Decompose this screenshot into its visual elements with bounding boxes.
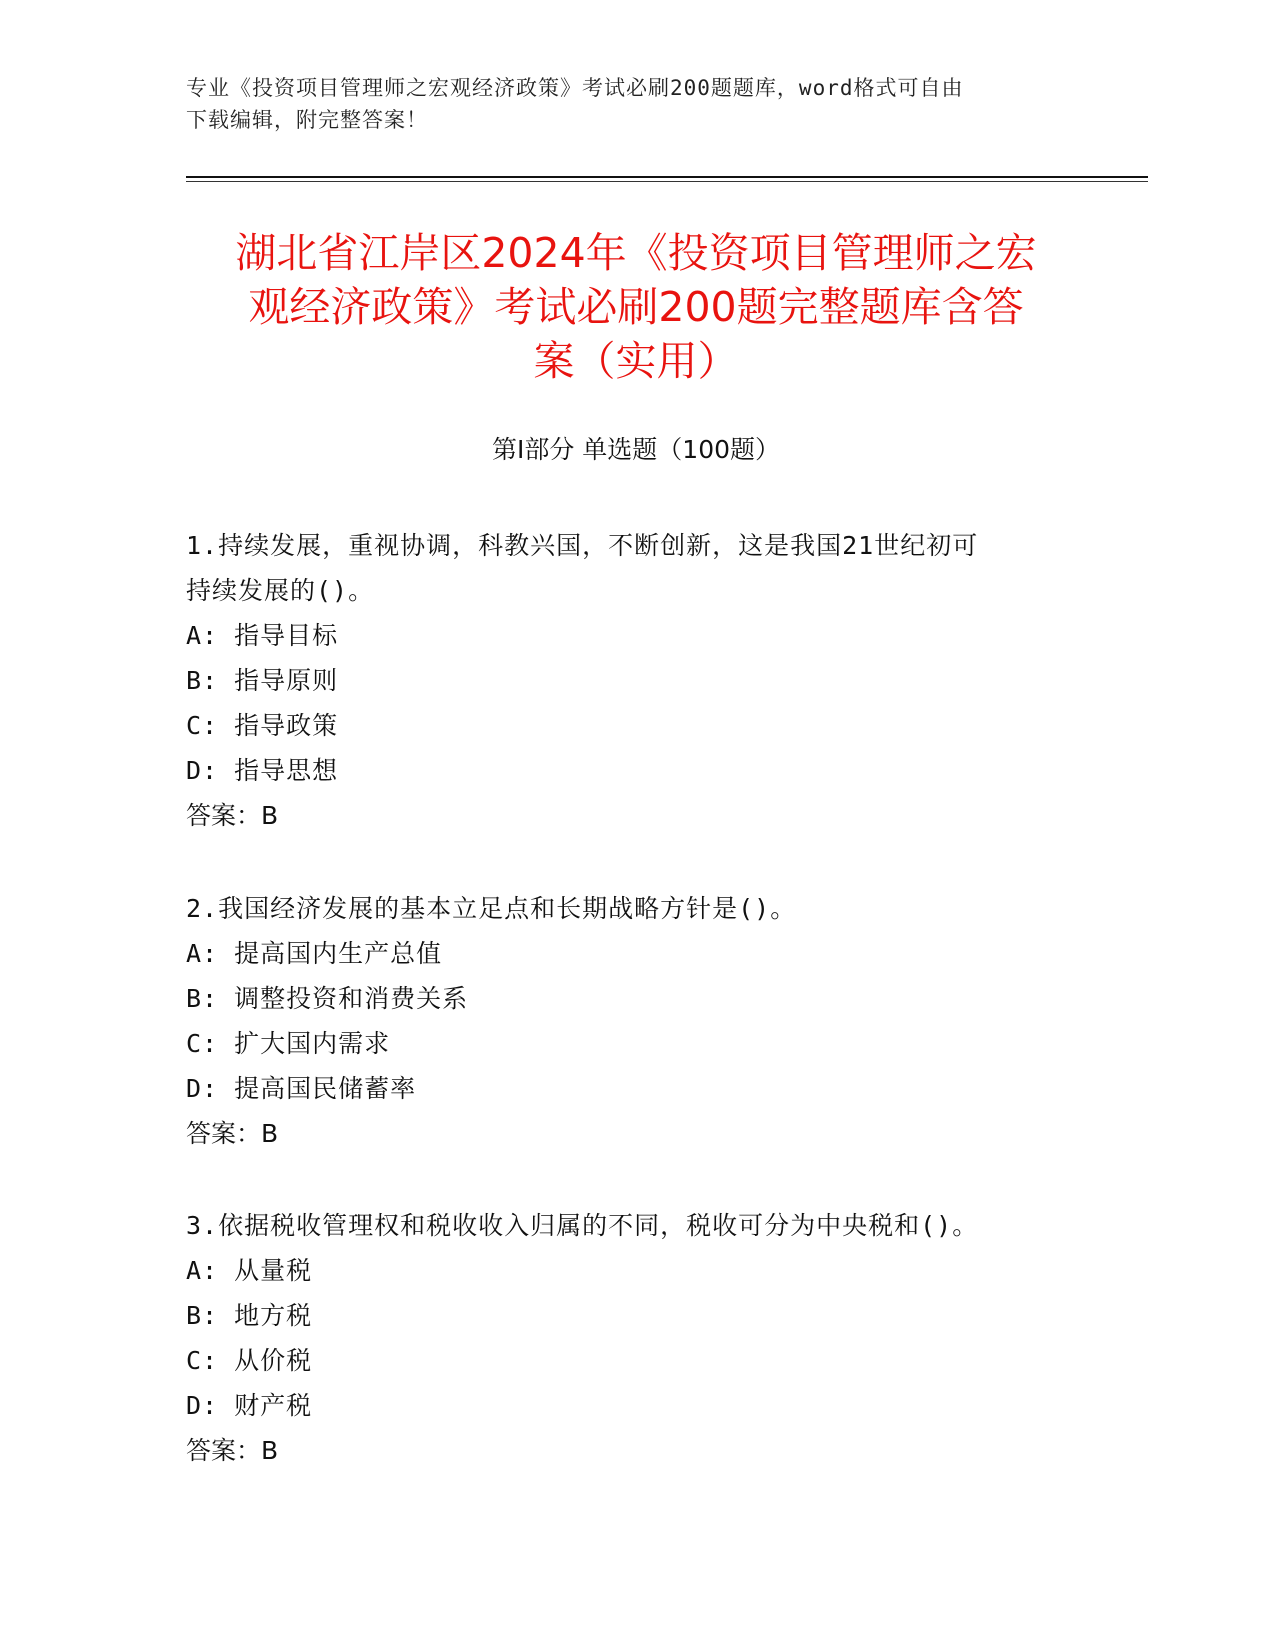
option-c: C: 从价税 <box>186 1346 313 1375</box>
title-line-2: 观经济政策》考试必刷200题完整题库含答 <box>248 283 1024 331</box>
answer: 答案：B <box>186 1119 279 1148</box>
answer: 答案：B <box>186 1436 279 1465</box>
title-line-1: 湖北省江岸区2024年《投资项目管理师之宏 <box>235 229 1037 277</box>
option-a: A: 提高国内生产总值 <box>186 939 443 968</box>
option-a: A: 从量税 <box>186 1256 313 1285</box>
section-heading: 第Ⅰ部分 单选题（100题） <box>491 435 781 464</box>
header-note-line-1: 专业《投资项目管理师之宏观经济政策》考试必刷200题题库，word格式可自由 <box>186 76 964 100</box>
option-a: A: 指导目标 <box>186 621 339 650</box>
option-d: D: 提高国民储蓄率 <box>186 1074 417 1103</box>
option-d: D: 指导思想 <box>186 756 339 785</box>
header-note <box>186 72 1086 136</box>
option-b: B: 指导原则 <box>186 666 339 695</box>
header-divider-thin <box>186 181 1148 182</box>
answer: 答案：B <box>186 801 279 830</box>
question-3 <box>186 1203 1086 1473</box>
header-divider-thick <box>186 176 1148 178</box>
option-b: B: 地方税 <box>186 1301 313 1330</box>
option-c: C: 扩大国内需求 <box>186 1029 391 1058</box>
header-note-line-2: 下载编辑，附完整答案！ <box>186 108 428 132</box>
option-c: C: 指导政策 <box>186 711 339 740</box>
question-stem-line-1: 2.我国经济发展的基本立足点和长期战略方针是()。 <box>186 894 797 923</box>
option-d: D: 财产税 <box>186 1391 313 1420</box>
question-stem-line-1: 3.依据税收管理权和税收收入归属的不同，税收可分为中央税和()。 <box>186 1211 979 1240</box>
question-1 <box>186 523 1086 838</box>
title-line-3: 案（实用） <box>533 337 739 385</box>
document-title <box>186 226 1086 388</box>
question-stem-line-2: 持续发展的()。 <box>186 576 375 605</box>
option-b: B: 调整投资和消费关系 <box>186 984 469 1013</box>
question-2 <box>186 886 1086 1156</box>
question-stem-line-1: 1.持续发展，重视协调，科教兴国，不断创新，这是我国21世纪初可 <box>186 531 979 560</box>
